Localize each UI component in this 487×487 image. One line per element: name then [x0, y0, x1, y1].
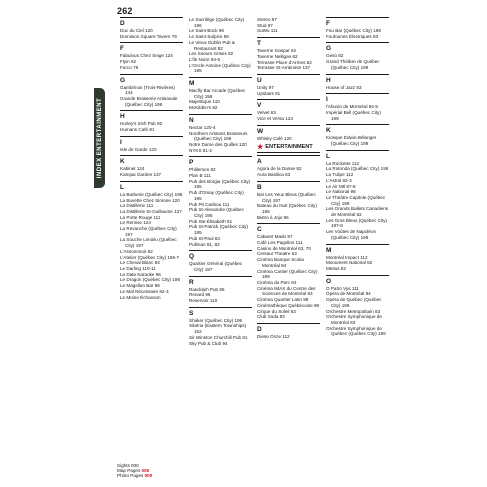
index-entry[interactable]: La Distillerie St-Guillaume 137: [120, 208, 182, 214]
section-letter: V: [257, 99, 320, 109]
index-entry[interactable]: Le Date Karaoke 96: [120, 271, 161, 277]
index-column-2: [189, 17, 252, 349]
section-letter: L: [120, 181, 183, 191]
section-letter: N: [189, 114, 252, 124]
index-entry[interactable]: Fabulous Chez Seige 124: [120, 53, 173, 59]
index-entry[interactable]: Cinéma Cartier (Québec City) 199: [257, 268, 318, 280]
index-entry[interactable]: O Patro Vys 111: [326, 285, 359, 291]
index-entry[interactable]: Centaur Theatre 63: [257, 251, 297, 257]
legend-map-pages: Map Pages 000: [117, 468, 150, 474]
index-entry[interactable]: La Souche Limoilu (Québec City) 197: [120, 237, 177, 249]
category-label: ENTERTAINMENT: [265, 144, 313, 151]
section-letter: C: [257, 223, 320, 233]
index-entry[interactable]: Flyin 62: [120, 59, 137, 65]
index-entry[interactable]: l'Abuvio de Montréal 94-5: [326, 104, 378, 110]
index-section: [120, 74, 183, 108]
index-section: [120, 136, 183, 153]
index-section: [189, 114, 252, 154]
index-section: [257, 99, 320, 121]
index-entry[interactable]: L'Oncle Antoine (Québec City) 195: [189, 62, 251, 74]
section-letter: P: [189, 156, 252, 166]
index-section: [257, 125, 320, 142]
index-section: [326, 275, 389, 337]
index-entry[interactable]: Le Air Mtl 87-8: [326, 183, 356, 189]
index-entry[interactable]: Majestique 110: [189, 99, 220, 105]
index-section: [189, 17, 252, 74]
index-entry[interactable]: Sky Pub & Club 94: [189, 340, 228, 346]
index-entry[interactable]: Orchestre Symphonique de Québec (Québec City) 199: [326, 325, 386, 337]
section-letter: H: [120, 110, 183, 120]
section-letter: A: [257, 155, 320, 165]
index-entry[interactable]: Nordhem Artisans Brasseurs (Québec City) 196: [189, 130, 248, 142]
index-section: [326, 93, 389, 121]
index-section: [257, 181, 320, 221]
index-entry[interactable]: Le Saint-Sulpice 96: [189, 34, 229, 40]
section-letter: T: [257, 37, 320, 47]
index-entry[interactable]: L'Astral 82-3: [326, 177, 352, 183]
side-tab-label: INDEX ENTERTAINMENT: [96, 97, 103, 179]
index-entry[interactable]: Diese Onze 112: [257, 333, 290, 339]
index-section: [120, 17, 183, 39]
index-entry[interactable]: Le National 98: [326, 189, 356, 195]
index-section: [189, 276, 252, 304]
index-section: [326, 150, 389, 241]
side-tab: [94, 88, 105, 188]
index-entry[interactable]: Grand Théâtre de Québec (Québec City) 199: [326, 59, 380, 70]
index-entry[interactable]: La Distillerie 111: [120, 203, 154, 209]
section-letter: G: [120, 74, 183, 84]
index-entry[interactable]: Cinéma Quartier Latin 98: [257, 297, 309, 303]
index-section: [326, 17, 389, 39]
section-letter: R: [189, 276, 252, 286]
section-letter: G: [326, 42, 389, 52]
index-entry[interactable]: Gesù 82: [326, 53, 344, 59]
page-number: 262: [117, 6, 133, 16]
index-column-3: [257, 17, 320, 343]
index-section: [326, 74, 389, 91]
index-entry[interactable]: La Rotonda (Québec City) 199: [326, 166, 389, 172]
index-section: [189, 156, 252, 247]
index-entry[interactable]: Taverne Nelligan 62: [257, 53, 298, 59]
index-entry[interactable]: Whisky Café 120: [257, 135, 292, 141]
index-entry[interactable]: Pub St-Paul 63: [189, 235, 220, 241]
index-entry[interactable]: Montréal Impact 112: [326, 254, 368, 260]
index-entry[interactable]: Renard 96: [189, 292, 211, 298]
index-section: [120, 110, 183, 132]
section-letter: I: [326, 93, 389, 103]
index-entry[interactable]: Les Voûtes de Napoléon (Québec City) 199: [326, 229, 377, 240]
index-entry[interactable]: Bateau du Nuit (Québec City) 198: [257, 203, 318, 214]
index-entry[interactable]: Le Moine Échanson: [120, 294, 161, 300]
index-entry[interactable]: Le Dragon (Québec City) 196: [120, 277, 181, 283]
section-letter: D: [257, 323, 320, 333]
index-entry[interactable]: Orchestre Symphonique de Montréal 83: [326, 314, 382, 325]
section-letter: U: [257, 74, 320, 84]
index-entry[interactable]: Club Soda 83: [257, 314, 285, 320]
index-entry[interactable]: Le Remise 124: [120, 220, 151, 226]
index-entry[interactable]: Pub Ste-Élisabeth 81: [189, 218, 233, 224]
index-section: [326, 124, 389, 146]
index-section: [257, 37, 320, 71]
index-entry[interactable]: Randolph Pub 96: [189, 286, 225, 292]
index-entry[interactable]: Opéra de Québec (Québec City) 199: [326, 297, 382, 308]
index-entry[interactable]: Terrasse Place d'Armes 62: [257, 59, 312, 65]
star-icon: ★: [257, 144, 264, 152]
index-entry[interactable]: Pub d'Orsay (Québec City) 195: [189, 190, 244, 201]
index-entry[interactable]: Mtelus 82: [326, 265, 346, 271]
section-letter: M: [326, 244, 389, 254]
index-entry[interactable]: Taverne Gaspar 62: [257, 48, 297, 54]
index-entry[interactable]: Orchestre Metropolitain 83: [326, 308, 381, 314]
index-section: [257, 17, 320, 34]
index-entry[interactable]: Bistro à Jojo 96: [257, 214, 289, 220]
index-entry[interactable]: La Rockette 112: [326, 160, 360, 166]
section-letter: H: [326, 74, 389, 84]
section-letter: D: [120, 17, 183, 27]
index-column-1: [120, 17, 183, 303]
index-entry[interactable]: Stereo 97: [257, 17, 277, 22]
section-letter: L: [326, 150, 389, 160]
index-entry[interactable]: Grande Brasserie Artisanale (Québec City) 196: [120, 95, 178, 107]
index-entry[interactable]: Pub St-Patrick (Québec City) 195: [189, 224, 248, 236]
index-entry[interactable]: Sibéria (Eastern Townships) 152: [189, 323, 247, 335]
index-entry[interactable]: Impérial Bell (Québec City) 199: [326, 109, 381, 121]
index-entry[interactable]: Kampai Garden 137: [120, 172, 162, 178]
index-entry[interactable]: Les Gros Bleus (Québec City) 197-8: [326, 217, 388, 229]
index-section: [189, 307, 252, 347]
index-entry[interactable]: Shaker (Québec City) 195: [189, 317, 243, 323]
index-column-4: [326, 17, 389, 340]
section-letter: K: [326, 124, 389, 134]
index-entry[interactable]: Le Cheval Blanc 94: [120, 260, 160, 266]
index-entry[interactable]: Cinéma IMAX du Centre des Sciences de Montréal 63: [257, 285, 316, 297]
index-entry[interactable]: Gambrinus (Trois-Rivières) 144: [120, 84, 175, 96]
index-entry[interactable]: Cirque du Soleil 63: [257, 308, 296, 314]
index-entry[interactable]: Hurley's Irish Pub 82: [120, 121, 163, 127]
index-entry[interactable]: Stud 97: [257, 22, 273, 28]
index-entry[interactable]: McKibbin's 82: [189, 105, 218, 111]
category-heading: [257, 144, 320, 153]
index-entry[interactable]: Sir Winston Churchill Pub 81: [189, 334, 248, 340]
index-section: [189, 250, 252, 272]
index-entry[interactable]: Terrasse St-Ambroise 137: [257, 65, 311, 71]
index-section: [189, 77, 252, 111]
index-entry[interactable]: Nectar 120-4: [189, 124, 216, 130]
index-section: [326, 42, 389, 70]
index-entry[interactable]: Pullman 81, 82: [189, 241, 220, 247]
index-entry[interactable]: Duc du Ciel 120: [120, 28, 153, 33]
index-entry[interactable]: Les Grands Ballets Canadiens de Montréal 82: [326, 206, 389, 218]
index-entry[interactable]: Café Les Pagolins 111: [257, 240, 303, 246]
index-entry[interactable]: Furco 79: [120, 64, 139, 70]
section-letter: F: [120, 42, 183, 52]
section-letter: B: [257, 181, 320, 191]
index-entry[interactable]: Macfly Bar Arcade (Québec City) 196: [189, 88, 246, 99]
index-entry[interactable]: Vice et Versa 124: [257, 116, 293, 122]
legend: [117, 463, 152, 479]
index-entry[interactable]: Les Soeurs Grises 82: [189, 51, 234, 57]
section-letter: Q: [189, 250, 252, 260]
section-letter: K: [120, 155, 183, 165]
index-entry[interactable]: La Porte Rouge 111: [120, 214, 161, 220]
index-entry[interactable]: NYKS 81-2: [189, 147, 212, 153]
index-entry[interactable]: Aura Basilica 63: [257, 172, 291, 178]
index-entry[interactable]: La Barberie (Québec City) 196: [120, 191, 183, 197]
index-entry[interactable]: Le Théâtre Capitole (Québec City) 199: [326, 194, 386, 206]
legend-sights: Sights 000: [117, 463, 139, 468]
index-entry[interactable]: Opéra de Montréal 84: [326, 291, 371, 297]
section-letter: W: [257, 125, 320, 135]
index-entry[interactable]: Velvet 63: [257, 110, 276, 116]
index-entry[interactable]: Unity 97: [257, 84, 274, 90]
section-letter: I: [120, 136, 183, 146]
index-entry[interactable]: Pub Pit Caribou 111: [189, 201, 230, 207]
section-letter: M: [189, 77, 252, 87]
index-entry[interactable]: Casino de Montréal 63, 70: [257, 245, 311, 251]
index-entry[interactable]: Humans Café 81: [120, 127, 155, 133]
index-entry[interactable]: Monument National 82: [326, 260, 373, 266]
index-entry[interactable]: Cabaret Mado 97: [257, 234, 293, 240]
index-entry[interactable]: Foufounes Électriques 83: [326, 33, 379, 39]
index-entry[interactable]: Quartier Général (Québec City) 197: [189, 261, 243, 272]
index-entry[interactable]: Le Sacrilège (Québec City) 196: [189, 17, 245, 28]
index-entry[interactable]: Cinéma du Parc 84: [257, 279, 297, 285]
index-section: [257, 155, 320, 177]
index-section: [120, 181, 183, 300]
index-entry[interactable]: Pub St-Alexandre (Québec City) 195: [189, 207, 244, 218]
section-letter: O: [326, 275, 389, 285]
index-entry[interactable]: Le Vieux Dublin Pub & Restaurant 82: [189, 39, 235, 51]
index-entry[interactable]: La Revanche (Québec City) 197: [120, 226, 177, 237]
index-entry[interactable]: House of Jazz 83: [326, 84, 362, 90]
index-entry[interactable]: Phillemon 82: [189, 167, 216, 173]
index-entry[interactable]: Kabinet 124: [120, 166, 145, 172]
index-section: [120, 155, 183, 177]
index-entry[interactable]: L'Atelier (Québec City) 196-7: [120, 254, 180, 260]
index-entry[interactable]: Agora de la Danse 82: [257, 166, 302, 172]
index-entry[interactable]: La Buvette Chez Simone 120: [120, 197, 180, 203]
index-entry[interactable]: Le Saint-Bock 96: [189, 28, 224, 34]
section-letter: F: [326, 17, 389, 27]
index-entry[interactable]: Le Magellan Bar 96: [120, 283, 160, 289]
index-section: [257, 323, 320, 340]
legend-photo-pages: Photo Pages 000: [117, 473, 153, 479]
index-entry[interactable]: Isle de Garde 120: [120, 146, 157, 152]
index-section: [257, 223, 320, 320]
index-entry[interactable]: L'Assommoir 82: [120, 248, 153, 254]
section-letter: S: [189, 307, 252, 317]
index-entry[interactable]: SuWu 111: [257, 28, 278, 34]
index-entry[interactable]: La Tulipe 112: [326, 172, 354, 178]
index-entry[interactable]: Le Darling 110-11: [120, 265, 156, 271]
index-entry[interactable]: Upstairs 81: [257, 90, 281, 96]
index-entry[interactable]: Plan B 111: [189, 173, 211, 179]
index-entry[interactable]: Dominion Square Tavern 79: [120, 33, 177, 39]
index-section: [120, 42, 183, 70]
index-entry[interactable]: Kiosque Edwin-Bélanger (Québec City) 199: [326, 135, 377, 147]
index-section: [257, 74, 320, 96]
index-entry[interactable]: Le Mal Nécessaire 82-3: [120, 288, 169, 294]
index-entry[interactable]: Cinémathèque Québécoise 98: [257, 302, 320, 308]
index-entry[interactable]: Cinéma Banque Scotia Montréal 84: [257, 257, 304, 268]
index-entry[interactable]: Pub des Borgia (Québec City) 195: [189, 178, 251, 190]
index-entry[interactable]: Bar Les Yeux Bleus (Québec City) 197: [257, 191, 316, 203]
index-section: [326, 244, 389, 272]
index-entry[interactable]: Notre Dame des Quilles 120: [189, 141, 247, 147]
index-entry[interactable]: Fou Bar (Québec City) 198: [326, 28, 381, 33]
index-entry[interactable]: L'Île Noire 94-5: [189, 56, 221, 62]
index-entry[interactable]: Reservoir 110: [189, 298, 218, 304]
